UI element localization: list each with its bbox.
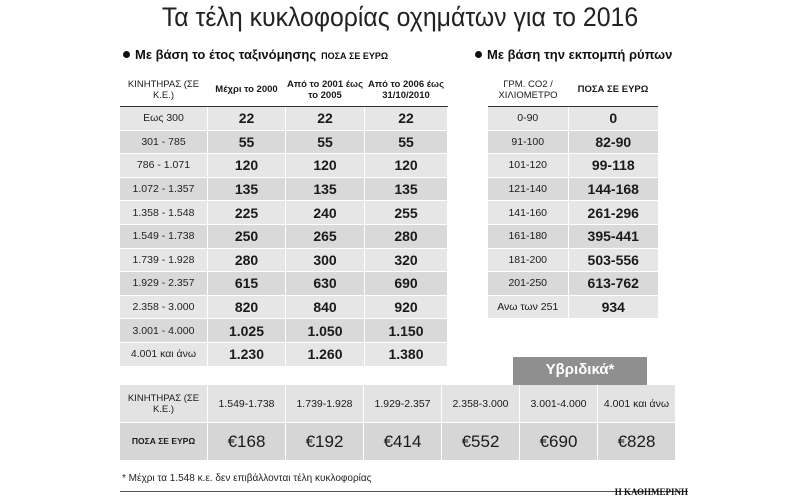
amount-cell: 1.025 (208, 319, 286, 343)
amount-cell: 320 (365, 248, 448, 272)
amount-cell: 395-441 (568, 224, 658, 248)
hybrid-engine-cell: 2.358-3.000 (442, 385, 520, 423)
table-row (488, 130, 658, 154)
amount-cell: 55 (208, 130, 286, 154)
amount-cell: 1.230 (208, 342, 286, 365)
co2-range-cell: 201-250 (488, 272, 568, 296)
co2-range-cell: 101-120 (488, 154, 568, 178)
footnote: * Μέχρι τα 1.548 κ.ε. δεν επιβάλλονται τέλη κυκλοφορίας (122, 473, 372, 484)
amount-cell: 300 (286, 248, 365, 272)
table-row (120, 224, 448, 248)
amount-cell: 261-296 (568, 201, 658, 225)
amount-cell: 820 (208, 295, 286, 319)
header-2006-2010: Από το 2006 έως 31/10/2010 (365, 73, 448, 107)
bullet-icon (123, 51, 130, 58)
credit-logo: Η ΚΑΘΗΜΕΡΙΝΗ (614, 487, 688, 497)
amount-cell: 55 (286, 130, 365, 154)
table-row (120, 272, 448, 296)
registration-unit-note: ΠΟΣΑ ΣΕ ΕΥΡΩ (321, 51, 389, 61)
amount-cell: 280 (208, 248, 286, 272)
bullet-icon (475, 51, 482, 58)
table-row (488, 248, 658, 272)
hybrid-engine-row (120, 385, 676, 423)
amount-cell: 240 (286, 201, 365, 225)
hybrid-price-cell: €552 (442, 423, 520, 461)
co2-range-cell: Ανω των 251 (488, 295, 568, 318)
amount-cell: 265 (286, 224, 365, 248)
table-row (120, 295, 448, 319)
table-row (488, 177, 658, 201)
co2-range-cell: 141-160 (488, 201, 568, 225)
amount-cell: 615 (208, 272, 286, 296)
hybrid-engine-cell: 4.001 και άνω (598, 385, 676, 423)
amount-cell: 144-168 (568, 177, 658, 201)
table-row (488, 154, 658, 178)
hybrid-price-cell: €828 (598, 423, 676, 461)
header-2001-2005: Από το 2001 έως το 2005 (286, 73, 365, 107)
hybrid-table (120, 385, 676, 460)
amount-cell: 225 (208, 201, 286, 225)
table-header-row (488, 73, 658, 107)
amount-cell: 82-90 (568, 130, 658, 154)
amount-cell: 55 (365, 130, 448, 154)
table-row (120, 201, 448, 225)
hybrid-engine-cell: 1.739-1.928 (286, 385, 364, 423)
amount-cell: 99-118 (568, 154, 658, 178)
amount-cell: 135 (365, 177, 448, 201)
engine-range-cell: 1.549 - 1.738 (120, 224, 208, 248)
amount-cell: 1.260 (286, 342, 365, 365)
co2-range-cell: 161-180 (488, 224, 568, 248)
table-row (488, 201, 658, 225)
amount-cell: 120 (365, 154, 448, 178)
emissions-heading (475, 47, 672, 62)
amount-cell: 630 (286, 272, 365, 296)
hybrid-price-row (120, 423, 676, 461)
table-row (120, 319, 448, 343)
amount-cell: 1.050 (286, 319, 365, 343)
engine-range-cell: 1.358 - 1.548 (120, 201, 208, 225)
hybrid-price-cell: €414 (364, 423, 442, 461)
header-until-2000: Μέχρι το 2000 (208, 73, 286, 107)
emissions-heading-text: Με βάση την εκπομπή ρύπων (487, 47, 673, 62)
table-row (120, 130, 448, 154)
table-row (120, 177, 448, 201)
engine-range-cell: 1.929 - 2.357 (120, 272, 208, 296)
table-header-row (120, 73, 448, 107)
table-row (120, 342, 448, 365)
amount-cell: 503-556 (568, 248, 658, 272)
amount-cell: 255 (365, 201, 448, 225)
table-row (120, 107, 448, 131)
engine-range-cell: 301 - 785 (120, 130, 208, 154)
hybrid-engine-cell: 1.549-1.738 (208, 385, 286, 423)
table-row (488, 224, 658, 248)
header-amount: ΠΟΣΑ ΣΕ ΕΥΡΩ (568, 73, 658, 107)
engine-range-cell: 2.358 - 3.000 (120, 295, 208, 319)
hybrid-price-cell: €192 (286, 423, 364, 461)
amount-cell: 934 (568, 295, 658, 318)
co2-range-cell: 181-200 (488, 248, 568, 272)
hybrid-heading: Υβριδικά* (513, 357, 647, 385)
table-row (488, 295, 658, 318)
co2-range-cell: 121-140 (488, 177, 568, 201)
amount-cell: 280 (365, 224, 448, 248)
header-engine: ΚΙΝΗΤΗΡΑΣ (ΣΕ Κ.Ε.) (120, 73, 208, 107)
co2-range-cell: 91-100 (488, 130, 568, 154)
engine-range-cell: 3.001 - 4.000 (120, 319, 208, 343)
amount-cell: 22 (208, 107, 286, 131)
amount-cell: 135 (208, 177, 286, 201)
table-row (120, 154, 448, 178)
engine-range-cell: 1.739 - 1.928 (120, 248, 208, 272)
header-co2: ΓΡΜ. CO2 / ΧΙΛΙΟΜΕΤΡΟ (488, 73, 568, 107)
hybrid-price-cell: €690 (520, 423, 598, 461)
amount-cell: 22 (286, 107, 365, 131)
hybrid-price-label: ΠΟΣΑ ΣΕ ΕΥΡΩ (120, 423, 208, 461)
emissions-table (488, 73, 658, 318)
table-row (488, 107, 658, 131)
amount-cell: 22 (365, 107, 448, 131)
amount-cell: 1.380 (365, 342, 448, 365)
hybrid-engine-cell: 3.001-4.000 (520, 385, 598, 423)
amount-cell: 920 (365, 295, 448, 319)
engine-range-cell: 1.072 - 1.357 (120, 177, 208, 201)
amount-cell: 1.150 (365, 319, 448, 343)
engine-range-cell: 786 - 1.071 (120, 154, 208, 178)
hybrid-engine-label: ΚΙΝΗΤΗΡΑΣ (ΣΕ Κ.Ε.) (120, 385, 208, 423)
amount-cell: 0 (568, 107, 658, 131)
divider (120, 491, 688, 492)
registration-heading-text: Με βάση το έτος ταξινόμησης (135, 47, 317, 62)
hybrid-engine-cell: 1.929-2.357 (364, 385, 442, 423)
table-row (488, 272, 658, 296)
amount-cell: 135 (286, 177, 365, 201)
co2-range-cell: 0-90 (488, 107, 568, 131)
amount-cell: 613-762 (568, 272, 658, 296)
amount-cell: 840 (286, 295, 365, 319)
amount-cell: 120 (286, 154, 365, 178)
registration-heading (123, 47, 388, 62)
engine-range-cell: Εως 300 (120, 107, 208, 131)
amount-cell: 250 (208, 224, 286, 248)
hybrid-price-cell: €168 (208, 423, 286, 461)
amount-cell: 120 (208, 154, 286, 178)
engine-range-cell: 4.001 και άνω (120, 342, 208, 365)
page-title: Τα τέλη κυκλοφορίας οχημάτων για το 2016 (161, 2, 639, 32)
table-row (120, 248, 448, 272)
amount-cell: 690 (365, 272, 448, 296)
registration-table (120, 73, 448, 366)
